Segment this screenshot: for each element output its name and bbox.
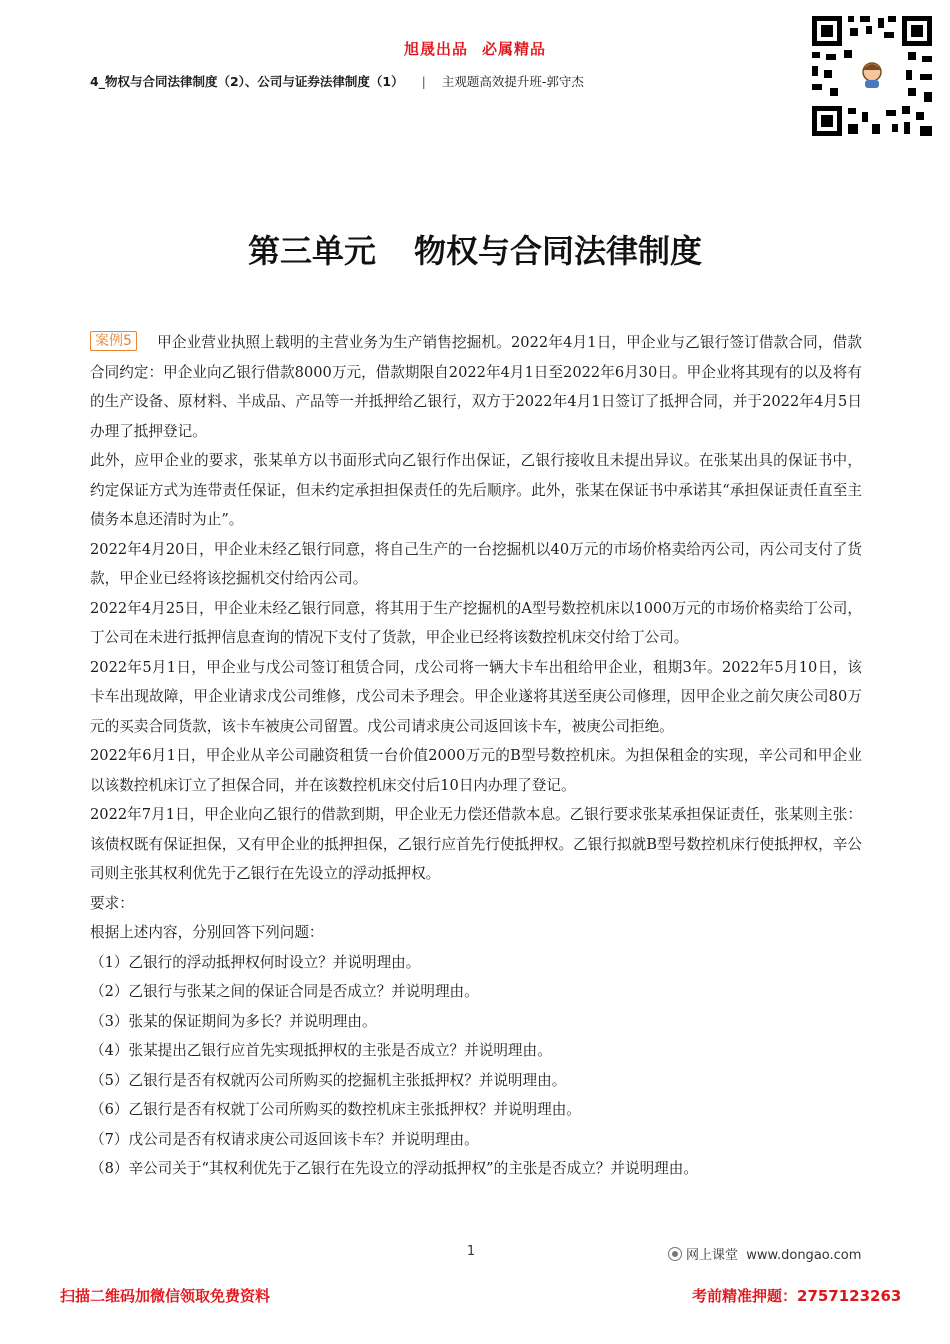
dongao-logo-icon (668, 1247, 682, 1261)
banner-right: 必属精品 (482, 40, 547, 58)
banner-left: 旭晟出品 (403, 40, 468, 58)
page-title (0, 226, 950, 272)
teacher-name: 主观题高效提升班-郭守杰 (441, 74, 584, 89)
unit-name: 物权与合同法律制度 (414, 232, 703, 270)
case-paragraph (90, 328, 862, 446)
case-paragraph: 2022年7月1日，甲企业向乙银行的借款到期，甲企业无力偿还借款本息。乙银行要求张某承担保证责任，张某则主张：该债权既有保证担保，又有甲企业的抵押担保，乙银行应首先行使抵押权。乙银行拟就B型号数控机床行使抵押权，辛公司则主张其权利优先于乙银行在先设立的浮动抵押权。 (90, 806, 862, 882)
question-item: （8）辛公司关于“其权利优先于乙银行在先设立的浮动抵押权”的主张是否成立？并说明理由。 (90, 1160, 698, 1177)
footer-promo-left: 扫描二维码加微信领取免费资料 (60, 1287, 271, 1305)
case-paragraph: 2022年5月1日，甲企业与戊公司签订租赁合同，戊公司将一辆大卡车出租给甲企业，租期3年。2022年5月10日，该卡车出现故障，甲企业请求戊公司维修，戊公司未予理会。甲企业遂将其送至庚公司修理，因甲企业之前欠庚公司80万元的买卖合同货款，该卡车被庚公司留置。戊公司请求庚公司返回该卡车，被庚公司拒绝。 (90, 658, 862, 735)
instruction: 根据上述内容，分别回答下列问题： (90, 924, 324, 941)
question-item: （5）乙银行是否有权就丙公司所购买的挖掘机主张抵押权？并说明理由。 (90, 1071, 567, 1089)
case-paragraph: 2022年6月1日，甲企业从辛公司融资租赁一台价值2000万元的B型号数控机床。为担保租金的实现，辛公司和甲企业以该数控机床订立了担保合同，并在该数控机床交付后10日内办理了登记。 (90, 747, 862, 794)
unit-label: 第三单元 (247, 232, 376, 270)
brand-mark (668, 1244, 861, 1263)
case-badge: 案例5 (90, 331, 137, 351)
case-paragraph: 2022年4月20日，甲企业未经乙银行同意，将自己生产的一台挖掘机以40万元的市场价格卖给丙公司，丙公司支付了货款，甲企业已经将该挖掘机交付给丙公司。 (90, 540, 862, 587)
question-item: （7）戊公司是否有权请求庚公司返回该卡车？并说明理由。 (90, 1130, 479, 1148)
header-separator: | (421, 74, 426, 89)
question-item: （6）乙银行是否有权就丁公司所购买的数控机床主张抵押权？并说明理由。 (90, 1101, 581, 1118)
case-paragraph: 此外，应甲企业的要求，张某单方以书面形式向乙银行作出保证，乙银行接收且未提出异议。在张某出具的保证书中，约定保证方式为连带责任保证，但未约定承担担保责任的先后顺序。此外，张某在保证书中承诺其“承担保证责任直至主债务本息还清时为止”。 (90, 452, 862, 528)
page-number: 1 (466, 1244, 476, 1259)
case-content (90, 328, 862, 1184)
footer-promo-right: 考前精准押题：2757123263 (692, 1287, 902, 1305)
running-header (90, 72, 584, 90)
question-item: （1）乙银行的浮动抵押权何时设立？并说明理由。 (90, 953, 421, 971)
question-item: （4）张某提出乙银行应首先实现抵押权的主张是否成立？并说明理由。 (90, 1042, 552, 1059)
brand-name: 网上课堂 (686, 1248, 739, 1263)
question-item: （2）乙银行与张某之间的保证合同是否成立？并说明理由。 (90, 983, 479, 1000)
qr-code-icon[interactable] (808, 12, 936, 140)
brand-url[interactable]: www.dongao.com (746, 1248, 862, 1263)
course-title: 4_物权与合同法律制度（2）、公司与证券法律制度（1） (90, 74, 404, 89)
case-paragraph: 2022年4月25日，甲企业未经乙银行同意，将其用于生产挖掘机的A型号数控机床以1000万元的市场价格卖给丁公司，丁公司在未进行抵押信息查询的情况下支付了货款，甲企业已经将该数控机床交付给丁公司。 (90, 599, 862, 646)
case-paragraph-text: 甲企业营业执照上载明的主营业务为生产销售挖掘机。2022年4月1日，甲企业与乙银行签订借款合同，借款合同约定：甲企业向乙银行借款8000万元，借款期限自2022年4月1日至2022年6月30日。甲企业将其现有的以及将有的生产设备、原材料、半成品、产品等一并抵押给乙银行，双方于2022年4月1日签订了抵押合同，并于2022年4月5日办理了抵押登记。 (90, 334, 862, 440)
question-item: （3）张某的保证期间为多长？并说明理由。 (90, 1012, 377, 1030)
requirement-label: 要求： (90, 894, 134, 912)
